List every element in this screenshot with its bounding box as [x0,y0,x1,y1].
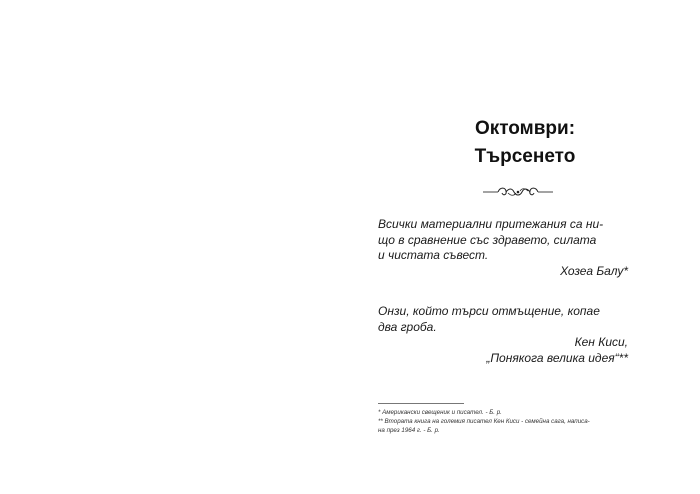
epigraph-1-text [378,217,628,264]
epigraph-1 [378,217,628,279]
footnote-divider [378,403,464,404]
epigraph-2-author: Кен Киси, [574,335,628,349]
right-page [350,0,700,494]
epigraph-2-source: „Понякога велика идея“** [486,350,628,365]
epigraph-line: Всички материални притежания са ни- [378,217,604,231]
epigraph-line: Онзи, който търси отмъщение, копае [378,304,600,318]
chapter-title-line-1: Октомври: [474,118,576,139]
epigraph-2-text [378,304,628,335]
epigraph-line: и чистата съвест. [378,248,489,262]
scroll-ornament-icon [483,184,553,200]
footnote-2-continued: на през 1964 г. - Б. р. [378,427,440,434]
footnote-1: * Американски свещеник и писател. - Б. р. [378,409,502,416]
epigraph-2 [378,304,628,366]
footnote-2: ** Втората книга на големия писател Кен Киси - семейна сага, написа- [378,418,590,425]
footnotes [378,408,678,435]
chapter-title [370,115,680,171]
epigraph-line: два гроба. [378,319,437,334]
epigraph-1-author: Хозеа Балу* [560,263,628,278]
chapter-title-line-2: Търсенето [474,146,576,167]
epigraph-line: що в сравнение със здравето, силата [378,232,597,247]
